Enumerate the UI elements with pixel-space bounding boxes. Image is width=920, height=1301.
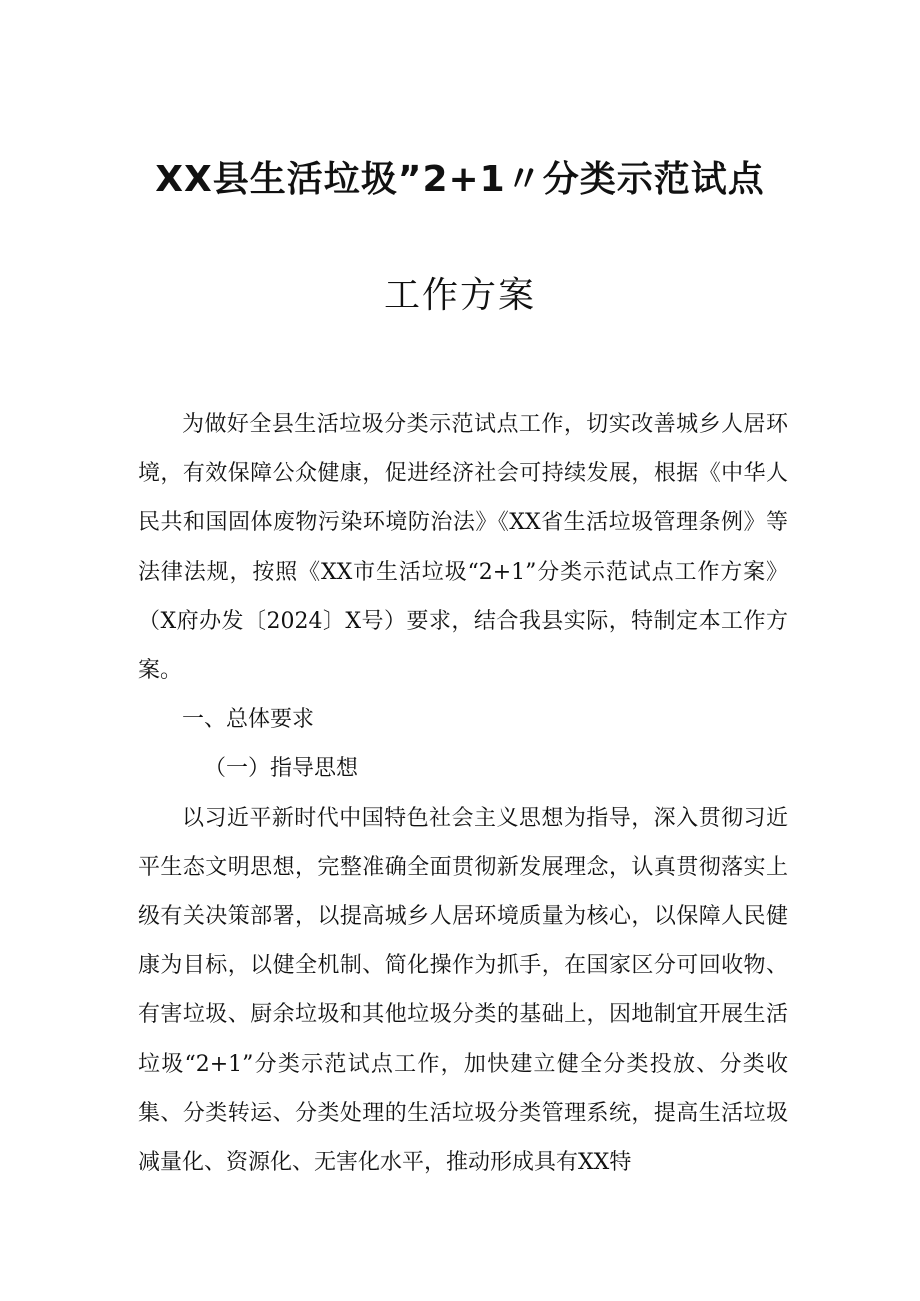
guiding-ideology-paragraph: 以习近平新时代中国特色社会主义思想为指导，深入贯彻习近平生态文明思想，完整准确全面贯彻新发展理念，认真贯彻落实上级有关决策部署，以提高城乡人居环境质量为核心，以保障人民健康为目标，以健全机制、简化操作为抓手，在国家区分可回收物、有害垃圾、厨余垃圾和其他垃圾分类的基础上，因地制宜开展生活垃圾“2+1”分类示范试点工作，加快建立健全分类投放、分类收集、分类转运、分类处理的生活垃圾分类管理系统，提高生活垃圾减量化、资源化、无害化水平，推动形成具有XX特 (138, 805, 788, 1176)
document-title-line-1: XX县生活垃圾”2+1〃分类示范试点 (155, 159, 765, 200)
subsection-heading-guiding-ideology: （一）指导思想 (204, 756, 359, 782)
document-body (138, 400, 788, 1187)
intro-paragraph: 为做好全县生活垃圾分类示范试点工作，切实改善城乡人居环境，有效保障公众健康，促进经济社会可持续发展，根据《中华人民共和国固体废物污染环境防治法》《XX省生活垃圾管理条例》等法律法规，按照《XX市生活垃圾“2+1”分类示范试点工作方案》（X府办发〔2024〕X号）要求，结合我县实际，特制定本工作方案。 (138, 412, 788, 684)
section-heading-overall-requirements: 一、总体要求 (182, 707, 315, 733)
document-title-line-2: 工作方案 (383, 275, 536, 316)
